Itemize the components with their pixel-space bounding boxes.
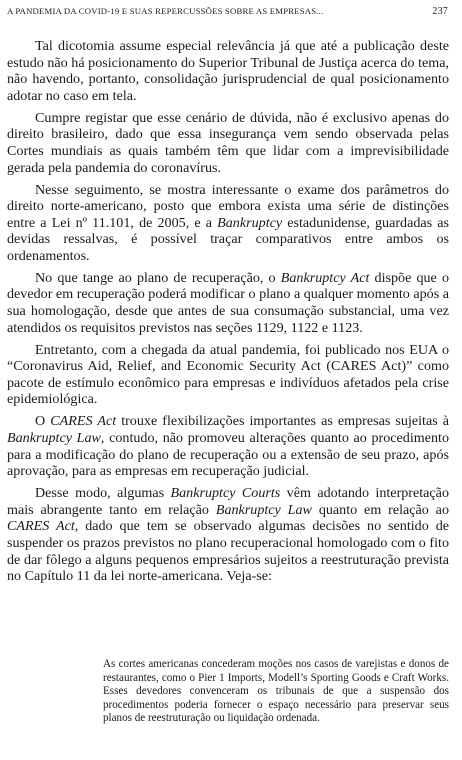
- body-text: [7, 38, 449, 590]
- italic-term: CARES Act: [7, 518, 75, 535]
- running-header: [7, 6, 448, 20]
- paragraph-1: Tal dicotomia assume especial relevância já que até a publicação deste estudo não há posicionamento do Superior Tribunal de Justiça acerca do tema, não havendo, portanto, consolidação jurisprudencial de qual posicionamento adotar no caso em tela.: [7, 38, 449, 104]
- paragraph-7: Desse modo, algumas Bankruptcy Courts vêm adotando interpretação mais abrangente tanto em relação Bankruptcy Law quanto em relação ao CARES Act, dado que tem se observado algumas decisões no sentido de suspender os prazos previstos no plano recuperacional homologado com o fito de dar fôlego a alguns pequenos empresários sujeitos a reestruturação prevista no Capítulo 11 da lei norte-americana. Veja-se:: [7, 485, 450, 585]
- italic-term: Bankruptcy Act: [280, 269, 370, 286]
- paragraph-6: O CARES Act trouxe flexibilizações importantes as empresas sujeitas à Bankruptcy Law, contudo, não promoveu alterações quanto ao procedimento para a modificação do plano de recuperação ou a extensão de seu prazo, após aprovação, para as empresas em recuperação judicial.: [7, 413, 450, 480]
- italic-term: Bankruptcy Courts: [170, 485, 281, 502]
- running-title: A PANDEMIA DA COVID-19 E SUAS REPERCUSSÕES SOBRE AS EMPRESAS...: [7, 6, 324, 16]
- paragraph-5: Entretanto, com a chegada da atual pandemia, foi publicado nos EUA o “Coronavirus Aid, Relief, and Economic Security Act (CARES Act)” como pacote de estímulo econômico para empresas e indivíduos afetados pela crise epidemiológica.: [7, 341, 449, 408]
- paragraph-2: Cumpre registar que esse cenário de dúvida, não é exclusivo apenas do direito brasileiro, dado que essa insegurança vem sendo observada pelas Cortes mundiais as quais também têm que lidar com a imprevisibilidade gerada pela pandemia do coronavírus.: [7, 109, 449, 176]
- italic-term: Bankruptcy: [217, 214, 283, 231]
- paragraph-4: No que tange ao plano de recuperação, o Bankruptcy Act dispõe que o devedor em recuperação poderá modificar o plano a qualquer momento após a sua homologação, desde que antes de sua consumação substancial, uma vez atendidos os requisitos previstos nas seções 1129, 1122 e 1123.: [7, 269, 449, 336]
- page-number: 237: [432, 6, 448, 17]
- block-quote: As cortes americanas concederam moções nos casos de varejistas e donos de restaurantes, como o Pier 1 Imports, Modell’s Sporting Goods e Craft Works. Esses devedores convenceram os tribunais de que a suspensão dos procedimentos poderia fornecer o espaço necessário para preservar seus planos de reestruturação ou liquidação ordenada.: [103, 658, 449, 725]
- italic-term: Bankruptcy Law: [215, 501, 312, 518]
- italic-term: CARES Act: [50, 413, 117, 430]
- italic-term: Bankruptcy Law: [7, 430, 101, 447]
- paragraph-3: Nesse seguimento, se mostra interessante o exame dos parâmetros do direito norte-americano, posto que embora exista uma série de distinções entre a Lei nº 11.101, de 2005, e a Bankruptcy estadunidense, guardadas as devidas ressalvas, é possível traçar comparativos entre ambos os ordenamentos.: [7, 181, 449, 264]
